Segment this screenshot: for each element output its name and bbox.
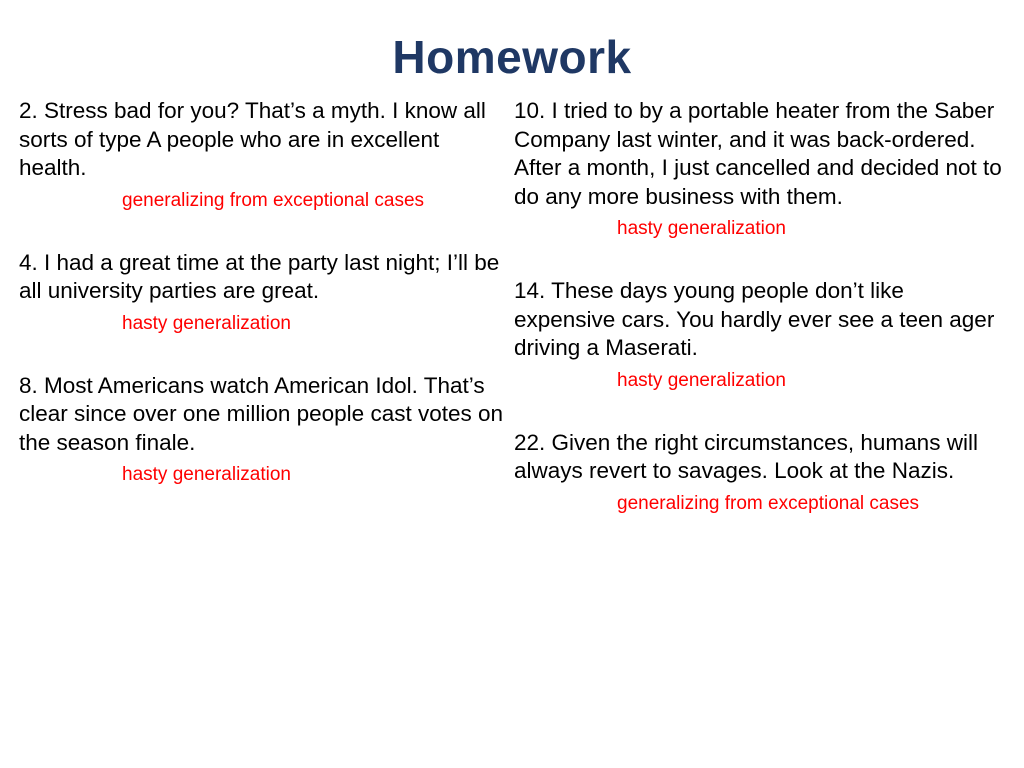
homework-item-14	[514, 277, 1002, 393]
question-text: 4. I had a great time at the party last night; I’ll be all university parties are great.	[19, 249, 500, 303]
answer-text: hasty generalization	[122, 312, 291, 334]
answer-text: hasty generalization	[617, 218, 786, 239]
question-text: 2. Stress bad for you? That’s a myth. I know all sorts of type A people who are in excellent health.	[19, 98, 486, 180]
slide-title: Homework	[392, 31, 632, 83]
answer-text: hasty generalization	[122, 464, 291, 485]
question-text: 14. These days young people don’t like expensive cars. You hardly ever see a teen ager driving a Maserati.	[514, 278, 995, 360]
answer-text: generalizing from exceptional cases	[617, 492, 920, 514]
homework-item-4	[19, 249, 507, 336]
answer-text: hasty generalization	[617, 369, 786, 391]
homework-item-22	[514, 429, 1002, 516]
homework-item-8	[19, 372, 507, 488]
right-column	[514, 97, 1002, 516]
homework-item-2	[19, 97, 507, 213]
question-text: 10. I tried to by a portable heater from the Saber Company last winter, and it was back-ordered. After a month, I just cancelled and decided not to do any more business with them.	[514, 98, 1002, 209]
homework-item-10	[514, 97, 1002, 241]
question-text: 8. Most Americans watch American Idol. That’s clear since over one million people cast votes on the season finale.	[19, 372, 504, 455]
answer-text: generalizing from exceptional cases	[122, 189, 425, 211]
question-text: 22. Given the right circumstances, humans will always revert to savages. Look at the Nazis.	[514, 429, 978, 483]
left-column	[19, 97, 507, 487]
